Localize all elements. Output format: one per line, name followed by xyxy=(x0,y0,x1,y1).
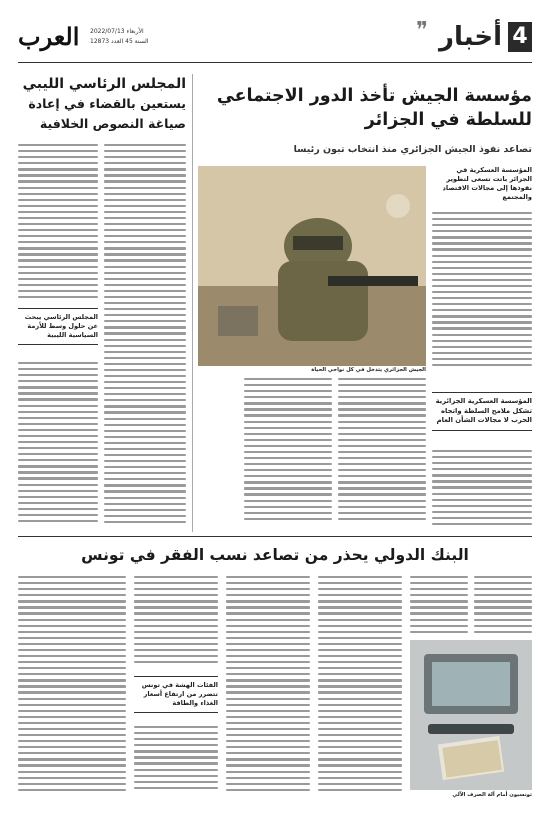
lead-photo-caption: الجيش الجزائري يتدخل في كل نواحي الحياة xyxy=(311,367,426,373)
bottom-body-col3 xyxy=(226,576,310,796)
lead-body-col3 xyxy=(244,378,332,528)
lead-subheadline: تصاعد نفوذ الجيش الجزائري منذ انتخاب تبون رئيسا xyxy=(293,144,532,155)
side-headline xyxy=(18,74,186,134)
atm-illustration xyxy=(410,640,532,790)
bottom-body-col1 xyxy=(474,576,532,636)
bottom-headline: البنك الدولي يحذر من تصاعد نسب الفقر في تونس xyxy=(81,546,469,564)
bottom-body-col5 xyxy=(18,576,126,796)
lead-headline xyxy=(187,84,532,132)
lead-photo xyxy=(198,166,426,366)
lead-headline-line1: مؤسسة الجيش تأخذ الدور الاجتماعي xyxy=(216,86,532,106)
date-line: الأربعاء 2022/07/13 xyxy=(90,28,144,35)
lead-pull-quote: المؤسسة العسكرية الجزائرية تشكل ملامح السلطة واتجاه الحرب لا مجالات الشأن العام xyxy=(432,392,532,431)
bottom-photo xyxy=(410,640,532,790)
bottom-body-col4-top xyxy=(134,576,218,670)
lead-headline-line2: للسلطة في الجزائر xyxy=(364,110,532,130)
masthead-rule xyxy=(18,62,532,63)
masthead xyxy=(18,18,532,58)
bottom-photo-caption: تونسيون أمام آلة الصرف الآلي xyxy=(452,792,532,798)
lead-teaser: المؤسسة العسكرية في الجزائر باتت تسعى لتطوير نفوذها إلى مجالات الاقتصاد والمجتمع xyxy=(442,166,532,201)
side-pull-quote: المجلس الرئاسي يبحث عن حلول وسط للأزمة السياسية الليبية xyxy=(18,308,98,345)
bottom-pull-quote: الفئات الهشة في تونس تتضرر من ارتفاع أسعار الغذاء والطاقة xyxy=(134,676,218,713)
bottom-body-col1b xyxy=(410,576,468,636)
issue-line: السنة 45 العدد 12873 xyxy=(90,38,149,45)
side-headline-line3: صياغة النصوص الخلافية xyxy=(39,116,186,131)
bottom-body-col2 xyxy=(318,576,402,796)
side-headline-line1: المجلس الرئاسي الليبي xyxy=(22,76,186,92)
section-title: أخبار xyxy=(439,22,502,52)
column-divider xyxy=(192,74,193,532)
quote-mark-icon: ❞ xyxy=(416,18,428,43)
side-body-col2-bottom xyxy=(18,362,98,530)
lead-body-col1 xyxy=(432,212,532,372)
side-body-col1 xyxy=(104,144,186,530)
story-separator xyxy=(18,536,532,537)
lead-body-col2 xyxy=(338,378,426,528)
newspaper-logo: العرب xyxy=(18,22,80,51)
side-headline-line2: يستعين بالقضاء في إعادة xyxy=(28,96,186,111)
lead-body-col1b xyxy=(432,450,532,530)
soldier-illustration xyxy=(198,166,426,366)
side-body-col2-top xyxy=(18,144,98,304)
bottom-body-col4-bottom xyxy=(134,726,218,796)
page-number-badge: 4 xyxy=(508,22,532,52)
